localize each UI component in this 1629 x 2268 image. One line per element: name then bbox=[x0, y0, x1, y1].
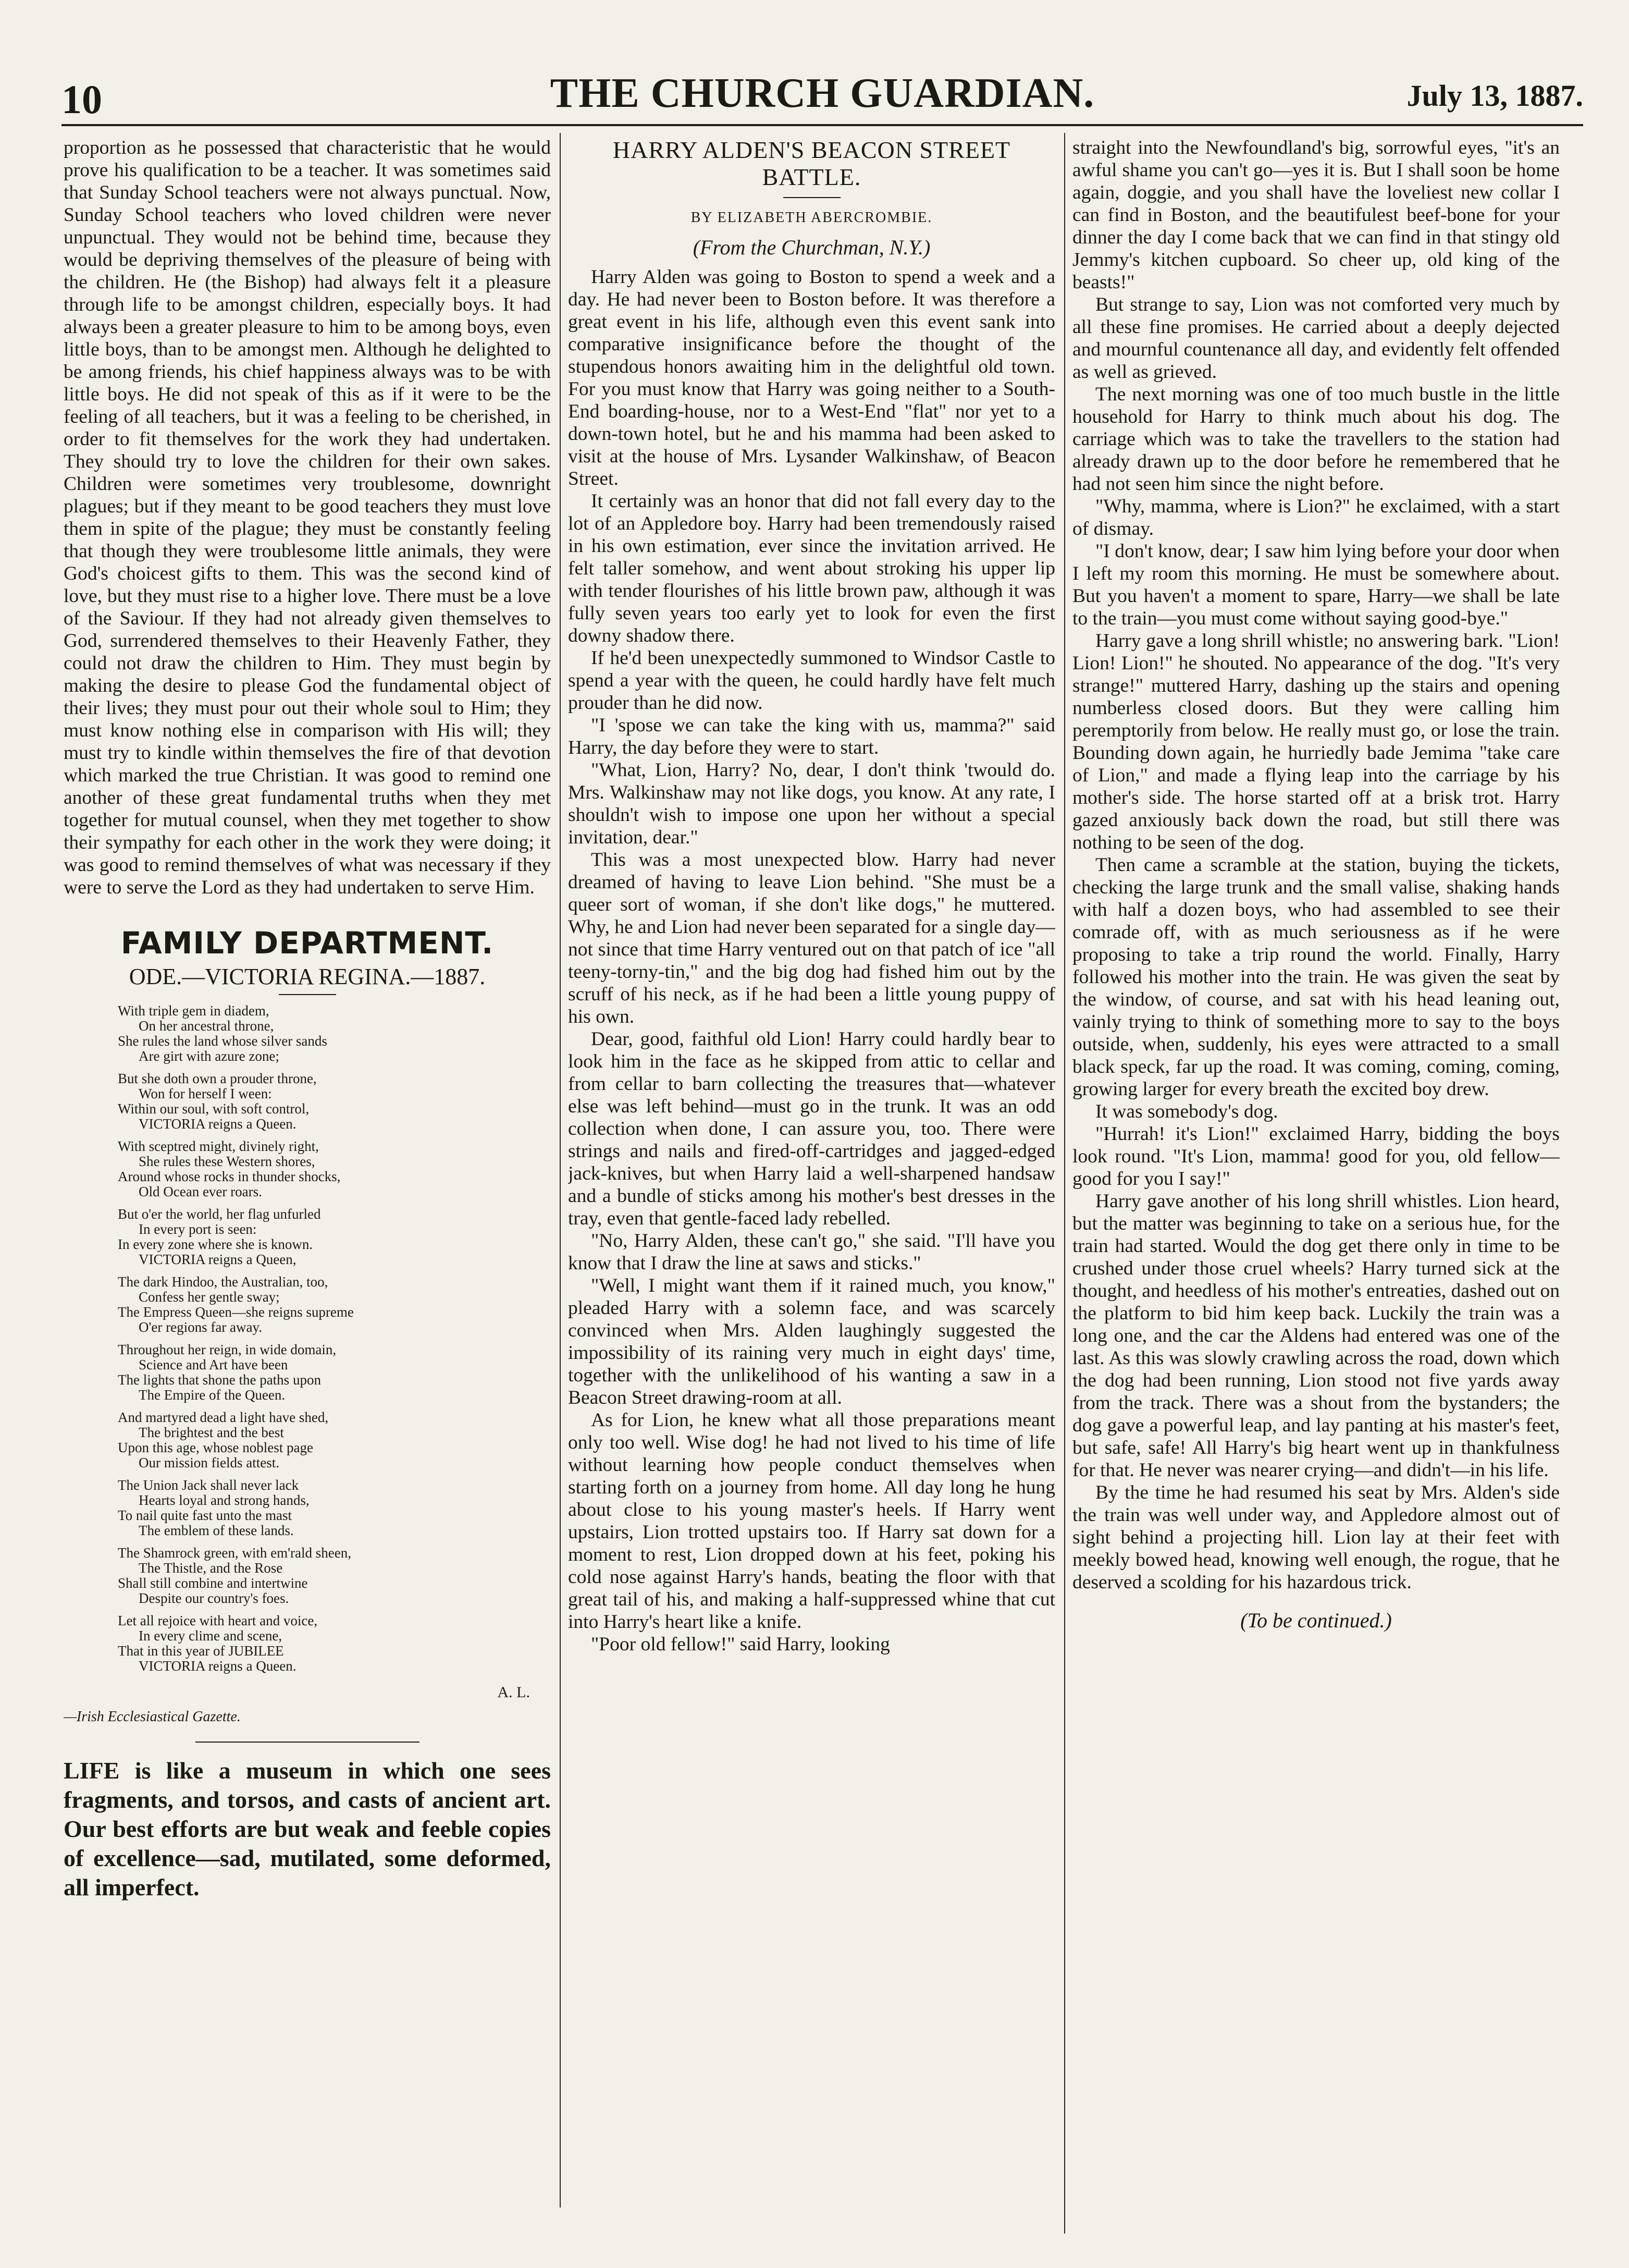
poem bbox=[118, 1003, 551, 1674]
poem-line: Hearts loyal and strong hands, bbox=[139, 1492, 310, 1508]
poem-line: The Thistle, and the Rose bbox=[139, 1560, 283, 1576]
poem-line: VICTORIA reigns a Queen. bbox=[139, 1658, 297, 1674]
poem-stanza bbox=[118, 1613, 551, 1674]
paragraph: But strange to say, Lion was not comforted very much by all these fine promises. He carried about a deeply dejected and mournful countenance all day, and evidently felt offended as well as grieved. bbox=[1072, 294, 1560, 383]
poem-line: Around whose rocks in thunder shocks, bbox=[118, 1169, 341, 1184]
poem-line: VICTORIA reigns a Queen. bbox=[139, 1116, 297, 1132]
story-byline: BY ELIZABETH ABERCROMBIE. bbox=[690, 210, 933, 226]
divider bbox=[279, 994, 336, 995]
paragraph: The next morning was one of too much bustle in the little household for Harry to think much about his dog. The carriage which was to take the travellers to the station had already drawn up to the door before he remembered that he had not seen him since the night before. bbox=[1072, 384, 1560, 495]
poem-line: Upon this age, whose noblest page bbox=[118, 1440, 313, 1455]
poem-line: In every clime and scene, bbox=[139, 1628, 282, 1644]
poem-title: ODE.—VICTORIA REGINA.—1887. bbox=[129, 964, 486, 989]
poem-line: Won for herself I ween: bbox=[139, 1086, 272, 1101]
poem-line: In every port is seen: bbox=[139, 1221, 257, 1237]
poem-stanza bbox=[118, 1546, 551, 1606]
column-rule bbox=[560, 133, 561, 2208]
poem-line: She rules these Western shores, bbox=[139, 1154, 315, 1169]
to-be-continued: (To be continued.) bbox=[1240, 1609, 1392, 1632]
column-rule bbox=[1064, 133, 1065, 2234]
poem-line: But she doth own a prouder throne, bbox=[118, 1071, 317, 1086]
poem-stanza bbox=[118, 1274, 551, 1335]
divider bbox=[195, 1742, 419, 1743]
paragraph: "Well, I might want them if it rained much, you know," pleaded Harry with a solemn face, and was scarcely convinced when Mrs. Alden laughingly suggested the impossibility of its raining very much in eight days' time, together with the unlikelihood of his wanting a saw in a Beacon Street drawing-room at all. bbox=[568, 1275, 1055, 1408]
poem-line: The Empire of the Queen. bbox=[139, 1387, 286, 1403]
poem-line: Are girt with azure zone; bbox=[139, 1048, 279, 1064]
poem-line: With triple gem in diadem, bbox=[118, 1003, 269, 1019]
poem-stanza bbox=[118, 1478, 551, 1538]
article-continuation: proportion as he possessed that characteristic that he would prove his qualification to be a teacher. It was sometimes said that Sunday School teachers were not always punctual. Now, Sunday School teachers who loved children were never unpunctual. They would not be behind time, because they would be depriving themselves of the pleasure of being with the children. He (the Bishop) had always felt it a pleasure through life to be amongst children, especially boys. It had always been a greater pleasure to him to be among boys, even little boys, than to be amongst men. Although he delighted to be among friends, his chief happiness always was to be with little boys. He did not speak of this as if it were to be the feeling of all teachers, but it was a feeling to be cherished, in order to fit themselves for the work they had undertaken. They should try to love the children for their own sakes. Children were sometimes very troublesome, downright plagues; but if they meant to be good teachers they must love them in spite of the plague; they must be constantly feeling that though they were troublesome little animals, they were God's choicest gifts to them. This was the second kind of love, but they must rise to a higher love. There must be a love of the Saviour. If they had not already given themselves to God, surrendered themselves to their Heavenly Father, they could not draw the children to Him. They must begin by making the desire to please God the fundamental object of their lives; they must pour out their whole soul to Him; they must know nothing else in comparison with His will; they must try to kindle within themselves the fire of that devotion which marked the true Christian. It was good to remind one another of these great fundamental truths when they met together for mutual counsel, when they met together to show their sympathy for each other in the work they were doing; it was good to remind themselves of what was necessary if they were to serve the Lord as they had undertaken to serve Him. bbox=[64, 137, 551, 898]
poem-line: Despite our country's foes. bbox=[139, 1590, 289, 1606]
poem-line: VICTORIA reigns a Queen, bbox=[139, 1252, 297, 1267]
paragraph: "Poor old fellow!" said Harry, looking bbox=[591, 1634, 890, 1655]
poem-line: Science and Art have been bbox=[139, 1357, 288, 1372]
paragraph: "Hurrah! it's Lion!" exclaimed Harry, bidding the boys look round. "It's Lion, mamma! good for you, old fellow—good for you I say!" bbox=[1072, 1123, 1560, 1190]
paragraph: Harry gave a long shrill whistle; no answering bark. "Lion! Lion! Lion!" he shouted. No appearance of the dog. "It's very strange!" muttered Harry, dashing up the stairs and opening numberless closed doors. But they were calling him peremptorily from below. He really must go, or lose the train. Bounding down again, he hurriedly bade Jemima "take care of Lion," and made a flying leap into the carriage by his mother's side. The horse started off at a brisk trot. Harry gazed anxiously back down the road, but still there was nothing to be seen of the dog. bbox=[1072, 630, 1560, 853]
story-source: (From the Churchman, N.Y.) bbox=[693, 236, 931, 259]
paragraph: This was a most unexpected blow. Harry had never dreamed of having to leave Lion behind. "She must be a queer sort of woman, if she don't like dogs," he muttered. Why, he and Lion had never been separated for a single day—not since that time Harry ventured out on that patch of ice "all teeny-torny-tin," and the big dog had fished him out by the scruff of his neck, as if he had been a little young puppy of his own. bbox=[568, 849, 1055, 1027]
page-number: 10 bbox=[61, 77, 102, 122]
poem-line: On her ancestral throne, bbox=[139, 1018, 274, 1034]
poem-line: Our mission fields attest. bbox=[139, 1455, 279, 1470]
divider bbox=[783, 197, 841, 198]
poem-line: Old Ocean ever roars. bbox=[139, 1184, 262, 1199]
poem-source: —Irish Ecclesiastical Gazette. bbox=[64, 1709, 241, 1725]
poem-line: The Shamrock green, with em'rald sheen, bbox=[118, 1545, 351, 1561]
poem-line: That in this year of JUBILEE bbox=[118, 1643, 284, 1659]
poem-line: Throughout her reign, in wide domain, bbox=[118, 1342, 337, 1357]
paragraph: "Why, mamma, where is Lion?" he exclaimed, with a start of dismay. bbox=[1072, 496, 1560, 540]
poem-stanza bbox=[118, 1003, 551, 1064]
story-body-continued bbox=[1072, 137, 1560, 1593]
issue-date: July 13, 1887. bbox=[1406, 79, 1583, 113]
poem-stanza bbox=[118, 1071, 551, 1132]
poem-line: Confess her gentle sway; bbox=[139, 1289, 280, 1305]
poem-line: The emblem of these lands. bbox=[139, 1523, 294, 1538]
poem-stanza bbox=[118, 1139, 551, 1199]
poem-line: To nail quite fast unto the mast bbox=[118, 1507, 292, 1523]
column-middle bbox=[568, 137, 1055, 2242]
paragraph: By the time he had resumed his seat by Mrs. Alden's side the train was well under way, and Appledore almost out of sight behind a projecting hill. Lion lay at their feet with meekly bowed head, knowing well enough, the rogue, that he deserved a scolding for his hazardous trick. bbox=[1072, 1482, 1560, 1593]
paragraph: "What, Lion, Harry? No, dear, I don't think 'twould do. Mrs. Walkinshaw may not like dogs, you know. At any rate, I shouldn't wish to impose one upon her without a special invitation, dear." bbox=[568, 759, 1055, 848]
poem-line: And martyred dead a light have shed, bbox=[118, 1409, 329, 1425]
poem-stanza bbox=[118, 1342, 551, 1403]
poem-line: O'er regions far away. bbox=[139, 1319, 263, 1335]
column-left bbox=[64, 137, 551, 2242]
poem-line: The Union Jack shall never lack bbox=[118, 1477, 299, 1493]
paragraph: If he'd been unexpectedly summoned to Windsor Castle to spend a year with the queen, he could hardly have felt much prouder than he did now. bbox=[568, 647, 1055, 714]
poem-stanza bbox=[118, 1207, 551, 1267]
poem-author-initials: A. L. bbox=[497, 1684, 530, 1701]
newspaper-title: THE CHURCH GUARDIAN. bbox=[550, 70, 1095, 116]
poem-line: The brightest and the best bbox=[139, 1425, 284, 1440]
poem-line: With sceptred might, divinely right, bbox=[118, 1138, 319, 1154]
column-right bbox=[1072, 137, 1560, 2242]
paragraph: straight into the Newfoundland's big, sorrowful eyes, "it's an awful shame you can't go—yes it is. But I shall soon be home again, doggie, and you shall have the loveliest new collar I can find in Boston, and the beautifulest beef-bone for your dinner the day I come back that we can find in that stingy old Jemmy's kitchen cupboard. So cheer up, old king of the beasts!" bbox=[1072, 137, 1560, 293]
poem-line: But o'er the world, her flag unfurled bbox=[118, 1206, 321, 1222]
section-heading: FAMILY DEPARTMENT. bbox=[120, 925, 494, 961]
closing-paragraph: LIFE is like a museum in which one sees fragments, and torsos, and casts of ancient art. Our best efforts are but weak and feeble copies of excellence—sad, mutilated, some deformed, all imperfect. bbox=[64, 1757, 551, 1901]
poem-line: Within our soul, with soft control, bbox=[118, 1101, 310, 1117]
poem-line: The lights that shone the paths upon bbox=[118, 1372, 321, 1388]
masthead bbox=[61, 67, 1583, 126]
paragraph: It certainly was an honor that did not fall every day to the lot of an Appledore boy. Harry had been tremendously raised in his own estimation, ever since the invitation arrived. He felt taller somehow, and went about stroking his upper lip with tender flourishes of his little brown paw, although it was fully seven years too early yet to look for even the first downy shadow there. bbox=[568, 491, 1055, 646]
poem-line: She rules the land whose silver sands bbox=[118, 1033, 327, 1049]
paragraph: "I 'spose we can take the king with us, mamma?" said Harry, the day before they were to start. bbox=[568, 715, 1055, 758]
paragraph: Dear, good, faithful old Lion! Harry could hardly bear to look him in the face as he skipped from attic to cellar and from cellar to barn collecting the treasures that—whatever else was left behind—must go in the trunk. It was an odd collection when done, I can assure you, too. There were strings and nails and fired-off-cartridges and jagged-edged jack-knives, but when Harry laid a well-sharpened handsaw and a bundle of sticks among his mother's best dresses in the tray, even that gentle-faced lady rebelled. bbox=[568, 1028, 1055, 1229]
paragraph: "I don't know, dear; I saw him lying before your door when I left my room this morning. He must be somewhere about. But you haven't a moment to spare, Harry—we shall be late to the train—you must come without saying good-bye." bbox=[1072, 541, 1560, 629]
poem-line: Shall still combine and intertwine bbox=[118, 1575, 308, 1591]
poem-line: The dark Hindoo, the Australian, too, bbox=[118, 1274, 328, 1290]
paragraph: It was somebody's dog. bbox=[1095, 1101, 1278, 1122]
paragraph: As for Lion, he knew what all those preparations meant only too well. Wise dog! he had not lived to his time of life without learning how people conduct themselves when starting forth on a journey from home. All day long he hung about close to his young master's heels. If Harry went upstairs, Lion trotted upstairs too. If Harry sat down for a moment to rest, Lion dropped down at his feet, poking his cold nose against Harry's hands, beating the floor with that great tail of his, and making a half-suppressed whine that cut into Harry's heart like a knife. bbox=[568, 1409, 1055, 1633]
poem-line: The Empress Queen—she reigns supreme bbox=[118, 1304, 354, 1320]
story-body bbox=[568, 266, 1055, 1656]
paragraph: Then came a scramble at the station, buying the tickets, checking the large trunk and the small valise, shaking hands with half a dozen boys, who had assembled to see their comrade off, with as much seriousness as if he were proposing to take a trip round the world. Finally, Harry followed his mother into the train. He was given the seat by the window, of course, and sat with his head leaning out, vainly trying to think of something more to say to the boys outside, when, suddenly, his eyes were attracted to a small black speck, far up the road. It was coming, coming, coming, growing larger for every breath the excited boy drew. bbox=[1072, 854, 1560, 1100]
story-title: HARRY ALDEN'S BEACON STREET BATTLE. bbox=[612, 137, 1011, 190]
paragraph: Harry gave another of his long shrill whistles. Lion heard, but the matter was beginning to take on a serious hue, for the train had started. Would the dog get there only in time to be crushed under those cruel wheels? Harry turned sick at the thought, and heedless of his mother's entreaties, dashed out on the platform to bid him keep back. Luckily the train was a long one, and the car the Aldens had entered was one of the last. As this was slowly crawling across the road, down which the dog had been running, Lion stood not five yards away from the track. There was a shout from the bystanders; the dog gave a powerful leap, and lay panting at his master's feet, but safe, safe! All Harry's big heart went up in thankfulness for that. He never was nearer crying—and didn't—in his life. bbox=[1072, 1191, 1560, 1481]
paragraph: "No, Harry Alden, these can't go," she said. "I'll have you know that I draw the line at saws and sticks." bbox=[568, 1230, 1055, 1274]
poem-stanza bbox=[118, 1410, 551, 1470]
paragraph: Harry Alden was going to Boston to spend a week and a day. He had never been to Boston before. It was therefore a great event in his life, although even this event sank into comparative insignificance before the thought of the stupendous honors awaiting him in the delightful old town. For you must know that Harry was going neither to a South-End boarding-house, nor to a West-End "flat" nor yet to a down-town hotel, but he and his mamma had been asked to visit at the house of Mrs. Lysander Walkinshaw, of Beacon Street. bbox=[568, 266, 1055, 489]
poem-line: In every zone where she is known. bbox=[118, 1236, 313, 1252]
poem-line: Let all rejoice with heart and voice, bbox=[118, 1613, 318, 1628]
